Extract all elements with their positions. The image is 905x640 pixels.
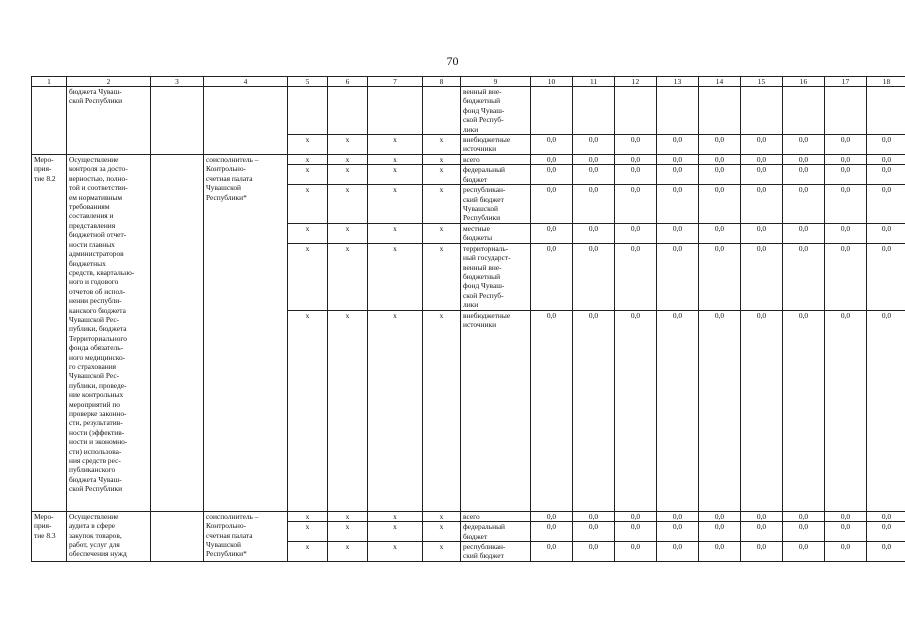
value-cell-12: 0,0	[615, 243, 657, 310]
funding-source: республикан- ский бюджет	[461, 541, 531, 561]
measure-8-2-responsible: соисполнитель – Контрольно- счетная палата Чувашской Республики*	[204, 155, 288, 512]
value-cell-15: 0,0	[741, 310, 783, 511]
table-row	[32, 155, 905, 165]
code-cell-5: х	[288, 511, 328, 521]
value-cell-13: 0,0	[657, 310, 699, 511]
value-cell-11: 0,0	[573, 541, 615, 561]
code-cell-6: х	[328, 223, 368, 243]
code-cell-6: х	[328, 310, 368, 511]
program-table	[31, 76, 905, 562]
responsible-cell	[204, 87, 288, 155]
header-col-8: 8	[423, 77, 461, 87]
value-cell-11: 0,0	[573, 511, 615, 521]
header-col-18: 18	[867, 77, 905, 87]
value-cell-11: 0,0	[573, 135, 615, 155]
measure-8-3-description: Осуществление аудита в сфере закупок товаров, работ, услуг для обеспечения нужд	[67, 511, 151, 561]
value-cell-18: 0,0	[867, 155, 905, 165]
funding-source: местные бюджеты	[461, 223, 531, 243]
header-col-13: 13	[657, 77, 699, 87]
code-cell-7	[368, 87, 423, 135]
code-cell-6: х	[328, 155, 368, 165]
value-cell-12: 0,0	[615, 310, 657, 511]
code-cell-5	[288, 87, 328, 135]
value-cell-14: 0,0	[699, 185, 741, 224]
code-cell-6: х	[328, 185, 368, 224]
value-cell-16: 0,0	[783, 135, 825, 155]
header-col-10: 10	[531, 77, 573, 87]
code-cell-8: х	[423, 243, 461, 310]
value-cell-14: 0,0	[699, 310, 741, 511]
value-cell-15: 0,0	[741, 135, 783, 155]
value-cell-13	[657, 87, 699, 135]
measure-8-3-label: Меро- прия- тие 8.3	[32, 511, 67, 561]
value-cell-18: 0,0	[867, 165, 905, 185]
measure-8-3-responsible: соисполнитель – Контрольно- счетная палата Чувашской Республики*	[204, 511, 288, 561]
header-row	[32, 77, 905, 87]
code-cell-7: х	[368, 185, 423, 224]
value-cell-15: 0,0	[741, 165, 783, 185]
value-cell-12: 0,0	[615, 185, 657, 224]
code-cell-5: х	[288, 185, 328, 224]
value-cell-10: 0,0	[531, 135, 573, 155]
funding-source: территориаль- ный государст- венный вне- бюджетный фонд Чуваш- ской Респуб- лики	[461, 243, 531, 310]
value-cell-16: 0,0	[783, 165, 825, 185]
measure-8-3-col3	[151, 511, 204, 561]
code-cell-6	[328, 87, 368, 135]
value-cell-17: 0,0	[825, 243, 867, 310]
header-col-4: 4	[204, 77, 288, 87]
code-cell-5: х	[288, 243, 328, 310]
code-cell-5: х	[288, 522, 328, 542]
value-cell-10: 0,0	[531, 310, 573, 511]
value-cell-10: 0,0	[531, 165, 573, 185]
value-cell-13: 0,0	[657, 243, 699, 310]
measure-description: бюджета Чуваш- ской Республики	[67, 87, 151, 155]
header-col-9: 9	[461, 77, 531, 87]
code-cell-7: х	[368, 165, 423, 185]
header-col-12: 12	[615, 77, 657, 87]
value-cell-13: 0,0	[657, 541, 699, 561]
value-cell-16: 0,0	[783, 522, 825, 542]
value-cell-10	[531, 87, 573, 135]
value-cell-12: 0,0	[615, 223, 657, 243]
header-col-16: 16	[783, 77, 825, 87]
value-cell-18: 0,0	[867, 135, 905, 155]
value-cell-15: 0,0	[741, 185, 783, 224]
value-cell-11: 0,0	[573, 155, 615, 165]
funding-source: федеральный бюджет	[461, 522, 531, 542]
code-cell-8: х	[423, 511, 461, 521]
code-cell-6: х	[328, 135, 368, 155]
value-cell-13: 0,0	[657, 223, 699, 243]
value-cell-14: 0,0	[699, 155, 741, 165]
value-cell-15: 0,0	[741, 511, 783, 521]
value-cell-10: 0,0	[531, 243, 573, 310]
header-col-14: 14	[699, 77, 741, 87]
code-cell-7: х	[368, 541, 423, 561]
code-cell-6: х	[328, 243, 368, 310]
value-cell-14: 0,0	[699, 511, 741, 521]
value-cell-17: 0,0	[825, 522, 867, 542]
value-cell-13: 0,0	[657, 511, 699, 521]
value-cell-14: 0,0	[699, 243, 741, 310]
value-cell-17: 0,0	[825, 165, 867, 185]
table-row	[32, 511, 905, 521]
code-cell-8	[423, 87, 461, 135]
code-cell-5: х	[288, 223, 328, 243]
value-cell-17: 0,0	[825, 541, 867, 561]
code-cell-7: х	[368, 511, 423, 521]
code-cell-5: х	[288, 135, 328, 155]
value-cell-13: 0,0	[657, 522, 699, 542]
value-cell-18: 0,0	[867, 185, 905, 224]
header-col-3: 3	[151, 77, 204, 87]
measure-8-2-col3	[151, 155, 204, 512]
value-cell-12	[615, 87, 657, 135]
page-number: 70	[446, 54, 459, 68]
value-cell-16: 0,0	[783, 541, 825, 561]
code-cell-7: х	[368, 155, 423, 165]
value-cell-10: 0,0	[531, 541, 573, 561]
code-cell-5: х	[288, 165, 328, 185]
value-cell-13: 0,0	[657, 135, 699, 155]
code-cell-8: х	[423, 541, 461, 561]
code-cell-7: х	[368, 223, 423, 243]
value-cell-16: 0,0	[783, 310, 825, 511]
value-cell-11	[573, 87, 615, 135]
funding-source: всего	[461, 511, 531, 521]
header-col-7: 7	[368, 77, 423, 87]
value-cell-12: 0,0	[615, 522, 657, 542]
value-cell-17: 0,0	[825, 185, 867, 224]
code-cell-5: х	[288, 310, 328, 511]
code-cell-8: х	[423, 522, 461, 542]
value-cell-18: 0,0	[867, 243, 905, 310]
code-cell-7: х	[368, 310, 423, 511]
value-cell-10: 0,0	[531, 511, 573, 521]
value-cell-18: 0,0	[867, 511, 905, 521]
code-cell-5: х	[288, 541, 328, 561]
value-cell-11: 0,0	[573, 310, 615, 511]
table-row	[32, 87, 905, 135]
code-cell-8: х	[423, 135, 461, 155]
funding-source: всего	[461, 155, 531, 165]
value-cell-14: 0,0	[699, 223, 741, 243]
code-cell-6: х	[328, 522, 368, 542]
value-cell-15: 0,0	[741, 541, 783, 561]
value-cell-12: 0,0	[615, 155, 657, 165]
value-cell-16: 0,0	[783, 223, 825, 243]
code-cell-8: х	[423, 155, 461, 165]
value-cell-18: 0,0	[867, 223, 905, 243]
value-cell-17: 0,0	[825, 135, 867, 155]
value-cell-11: 0,0	[573, 522, 615, 542]
value-cell-10: 0,0	[531, 155, 573, 165]
value-cell-18: 0,0	[867, 541, 905, 561]
code-cell-7: х	[368, 243, 423, 310]
header-col-1: 1	[32, 77, 67, 87]
value-cell-17: 0,0	[825, 223, 867, 243]
value-cell-15: 0,0	[741, 243, 783, 310]
measure-8-2-description: Осуществление контроля за досто- верностью, полно- той и соответстви- ем нормативным требованиям составления и представления бюджетной отчет- ности главных администраторов бюджетных средств, квартально- ного и годового отчетов об испол- нении республи- канского бюджета Чувашской Рес- публики, бюджета Территориального фонда обязатель- ного медицинско- го страхования Чувашской Рес- публики, проведе- ние контрольных мероприятий по проверке законно- сти, результатив- ности (эффектив- ности и экономно- сти) использова- ния средств рес- публиканского бюджета Чуваш- ской Республики	[67, 155, 151, 512]
header-col-6: 6	[328, 77, 368, 87]
code-cell-7: х	[368, 522, 423, 542]
code-cell-8: х	[423, 165, 461, 185]
value-cell-11: 0,0	[573, 165, 615, 185]
value-cell-11: 0,0	[573, 185, 615, 224]
value-cell-17	[825, 87, 867, 135]
value-cell-10: 0,0	[531, 223, 573, 243]
value-cell-11: 0,0	[573, 243, 615, 310]
funding-source: внебюджетные источники	[461, 310, 531, 511]
value-cell-14	[699, 87, 741, 135]
value-cell-15: 0,0	[741, 522, 783, 542]
funding-source: внебюджетные источники	[461, 135, 531, 155]
value-cell-16	[783, 87, 825, 135]
value-cell-15: 0,0	[741, 155, 783, 165]
value-cell-14: 0,0	[699, 135, 741, 155]
value-cell-11: 0,0	[573, 223, 615, 243]
value-cell-18: 0,0	[867, 310, 905, 511]
value-cell-14: 0,0	[699, 522, 741, 542]
code-cell-7: х	[368, 135, 423, 155]
header-col-15: 15	[741, 77, 783, 87]
value-cell-12: 0,0	[615, 135, 657, 155]
header-col-2: 2	[67, 77, 151, 87]
value-cell-10: 0,0	[531, 522, 573, 542]
col3-cell	[151, 87, 204, 155]
funding-source: республикан- ский бюджет Чувашской Республики	[461, 185, 531, 224]
header-col-17: 17	[825, 77, 867, 87]
value-cell-12: 0,0	[615, 165, 657, 185]
value-cell-17: 0,0	[825, 310, 867, 511]
header-col-5: 5	[288, 77, 328, 87]
value-cell-16: 0,0	[783, 185, 825, 224]
value-cell-10: 0,0	[531, 185, 573, 224]
value-cell-18: 0,0	[867, 522, 905, 542]
code-cell-6: х	[328, 165, 368, 185]
code-cell-6: х	[328, 541, 368, 561]
value-cell-16: 0,0	[783, 511, 825, 521]
code-cell-5: х	[288, 155, 328, 165]
value-cell-14: 0,0	[699, 165, 741, 185]
code-cell-8: х	[423, 185, 461, 224]
value-cell-13: 0,0	[657, 165, 699, 185]
header-col-11: 11	[573, 77, 615, 87]
value-cell-16: 0,0	[783, 243, 825, 310]
value-cell-13: 0,0	[657, 155, 699, 165]
value-cell-15: 0,0	[741, 223, 783, 243]
value-cell-12: 0,0	[615, 511, 657, 521]
value-cell-14: 0,0	[699, 541, 741, 561]
col1-cell	[32, 87, 67, 155]
measure-8-2-label: Меро- прия- тие 8.2	[32, 155, 67, 512]
value-cell-16: 0,0	[783, 155, 825, 165]
value-cell-15	[741, 87, 783, 135]
code-cell-6: х	[328, 511, 368, 521]
funding-source: венный вне- бюджетный фонд Чуваш- ской Респуб- лики	[461, 87, 531, 135]
funding-source: федеральный бюджет	[461, 165, 531, 185]
value-cell-17: 0,0	[825, 155, 867, 165]
value-cell-17: 0,0	[825, 511, 867, 521]
value-cell-13: 0,0	[657, 185, 699, 224]
value-cell-18	[867, 87, 905, 135]
code-cell-8: х	[423, 310, 461, 511]
value-cell-12: 0,0	[615, 541, 657, 561]
code-cell-8: х	[423, 223, 461, 243]
